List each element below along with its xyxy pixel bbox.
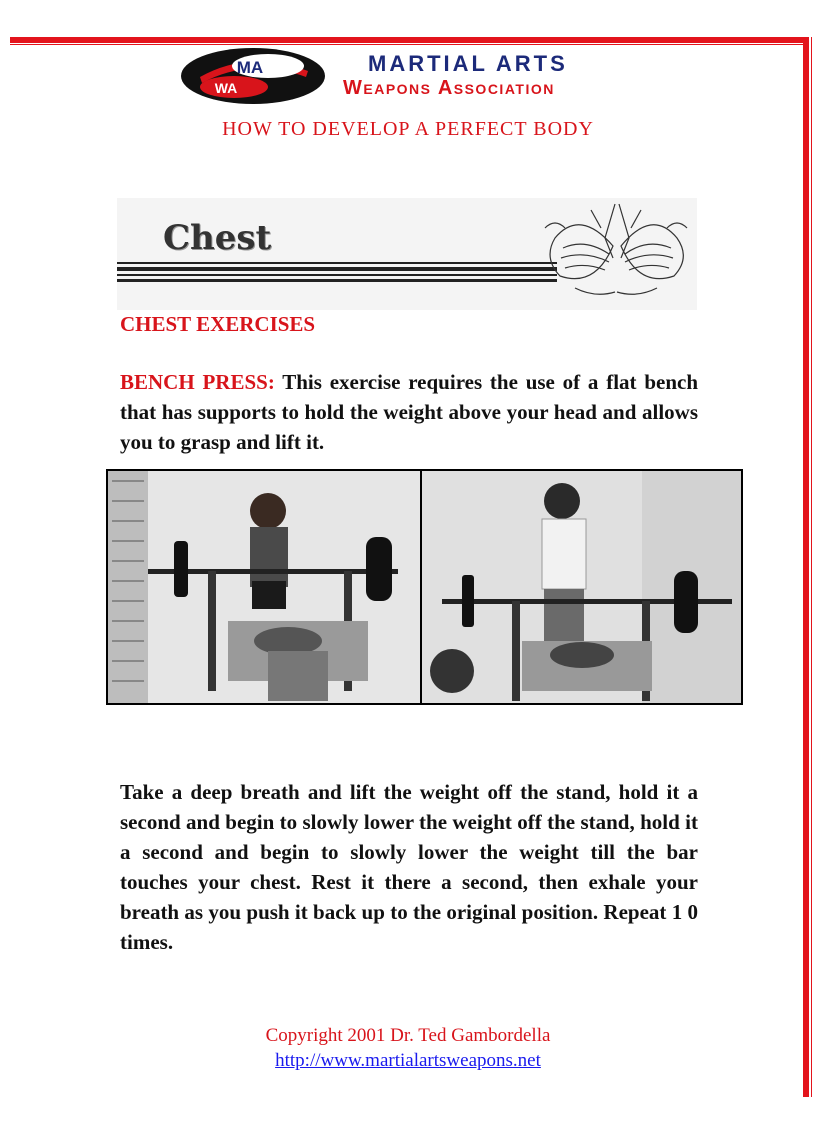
document-subtitle: HOW TO DEVELOP A PERFECT BODY: [222, 118, 594, 140]
website-link[interactable]: http://www.martialartsweapons.net: [275, 1050, 541, 1071]
logo-title-line2: Weapons Association: [343, 77, 555, 99]
website-link-row: [0, 1050, 816, 1072]
bench-press-label: BENCH PRESS:: [120, 370, 275, 394]
logo-oval-bottom-text: WA: [214, 80, 238, 96]
bench-press-photo-left: [108, 471, 420, 703]
association-logo: [180, 47, 640, 109]
bench-press-photo-right: [422, 471, 741, 703]
logo-oval-top-text: MA: [236, 58, 264, 77]
page-border-top: [10, 37, 809, 43]
logo-title-line1: MARTIAL ARTS: [368, 51, 568, 76]
page-border-right-thin: [811, 37, 812, 1097]
banner-title: Chest: [163, 218, 272, 258]
bench-press-photos: [106, 469, 743, 705]
page-border-right: [803, 37, 809, 1097]
section-heading: CHEST EXERCISES: [120, 312, 316, 336]
bench-press-instructions: Take a deep breath and lift the weight off the stand, hold it a second and begin to slowly lower the weight off the stand, hold it a second and begin to slowly lower the weight till the bar touches your chest. Rest it there a second, then exhale your breath as you push it back up to the original position. Repeat 1 0 times.: [120, 780, 698, 954]
logo-oval-emblem: [180, 47, 326, 105]
chest-muscle-illustration: [535, 198, 697, 310]
bench-press-description: This exercise requires the use of a flat bench that has supports to hold the weight above your head and allows you to grasp and lift it.: [120, 370, 699, 454]
page-border-top-thin: [10, 44, 809, 45]
chest-banner: [117, 198, 697, 310]
banner-stripes: [117, 262, 557, 286]
copyright-notice: Copyright 2001 Dr. Ted Gambordella: [265, 1025, 551, 1046]
bench-press-intro: [120, 367, 698, 457]
